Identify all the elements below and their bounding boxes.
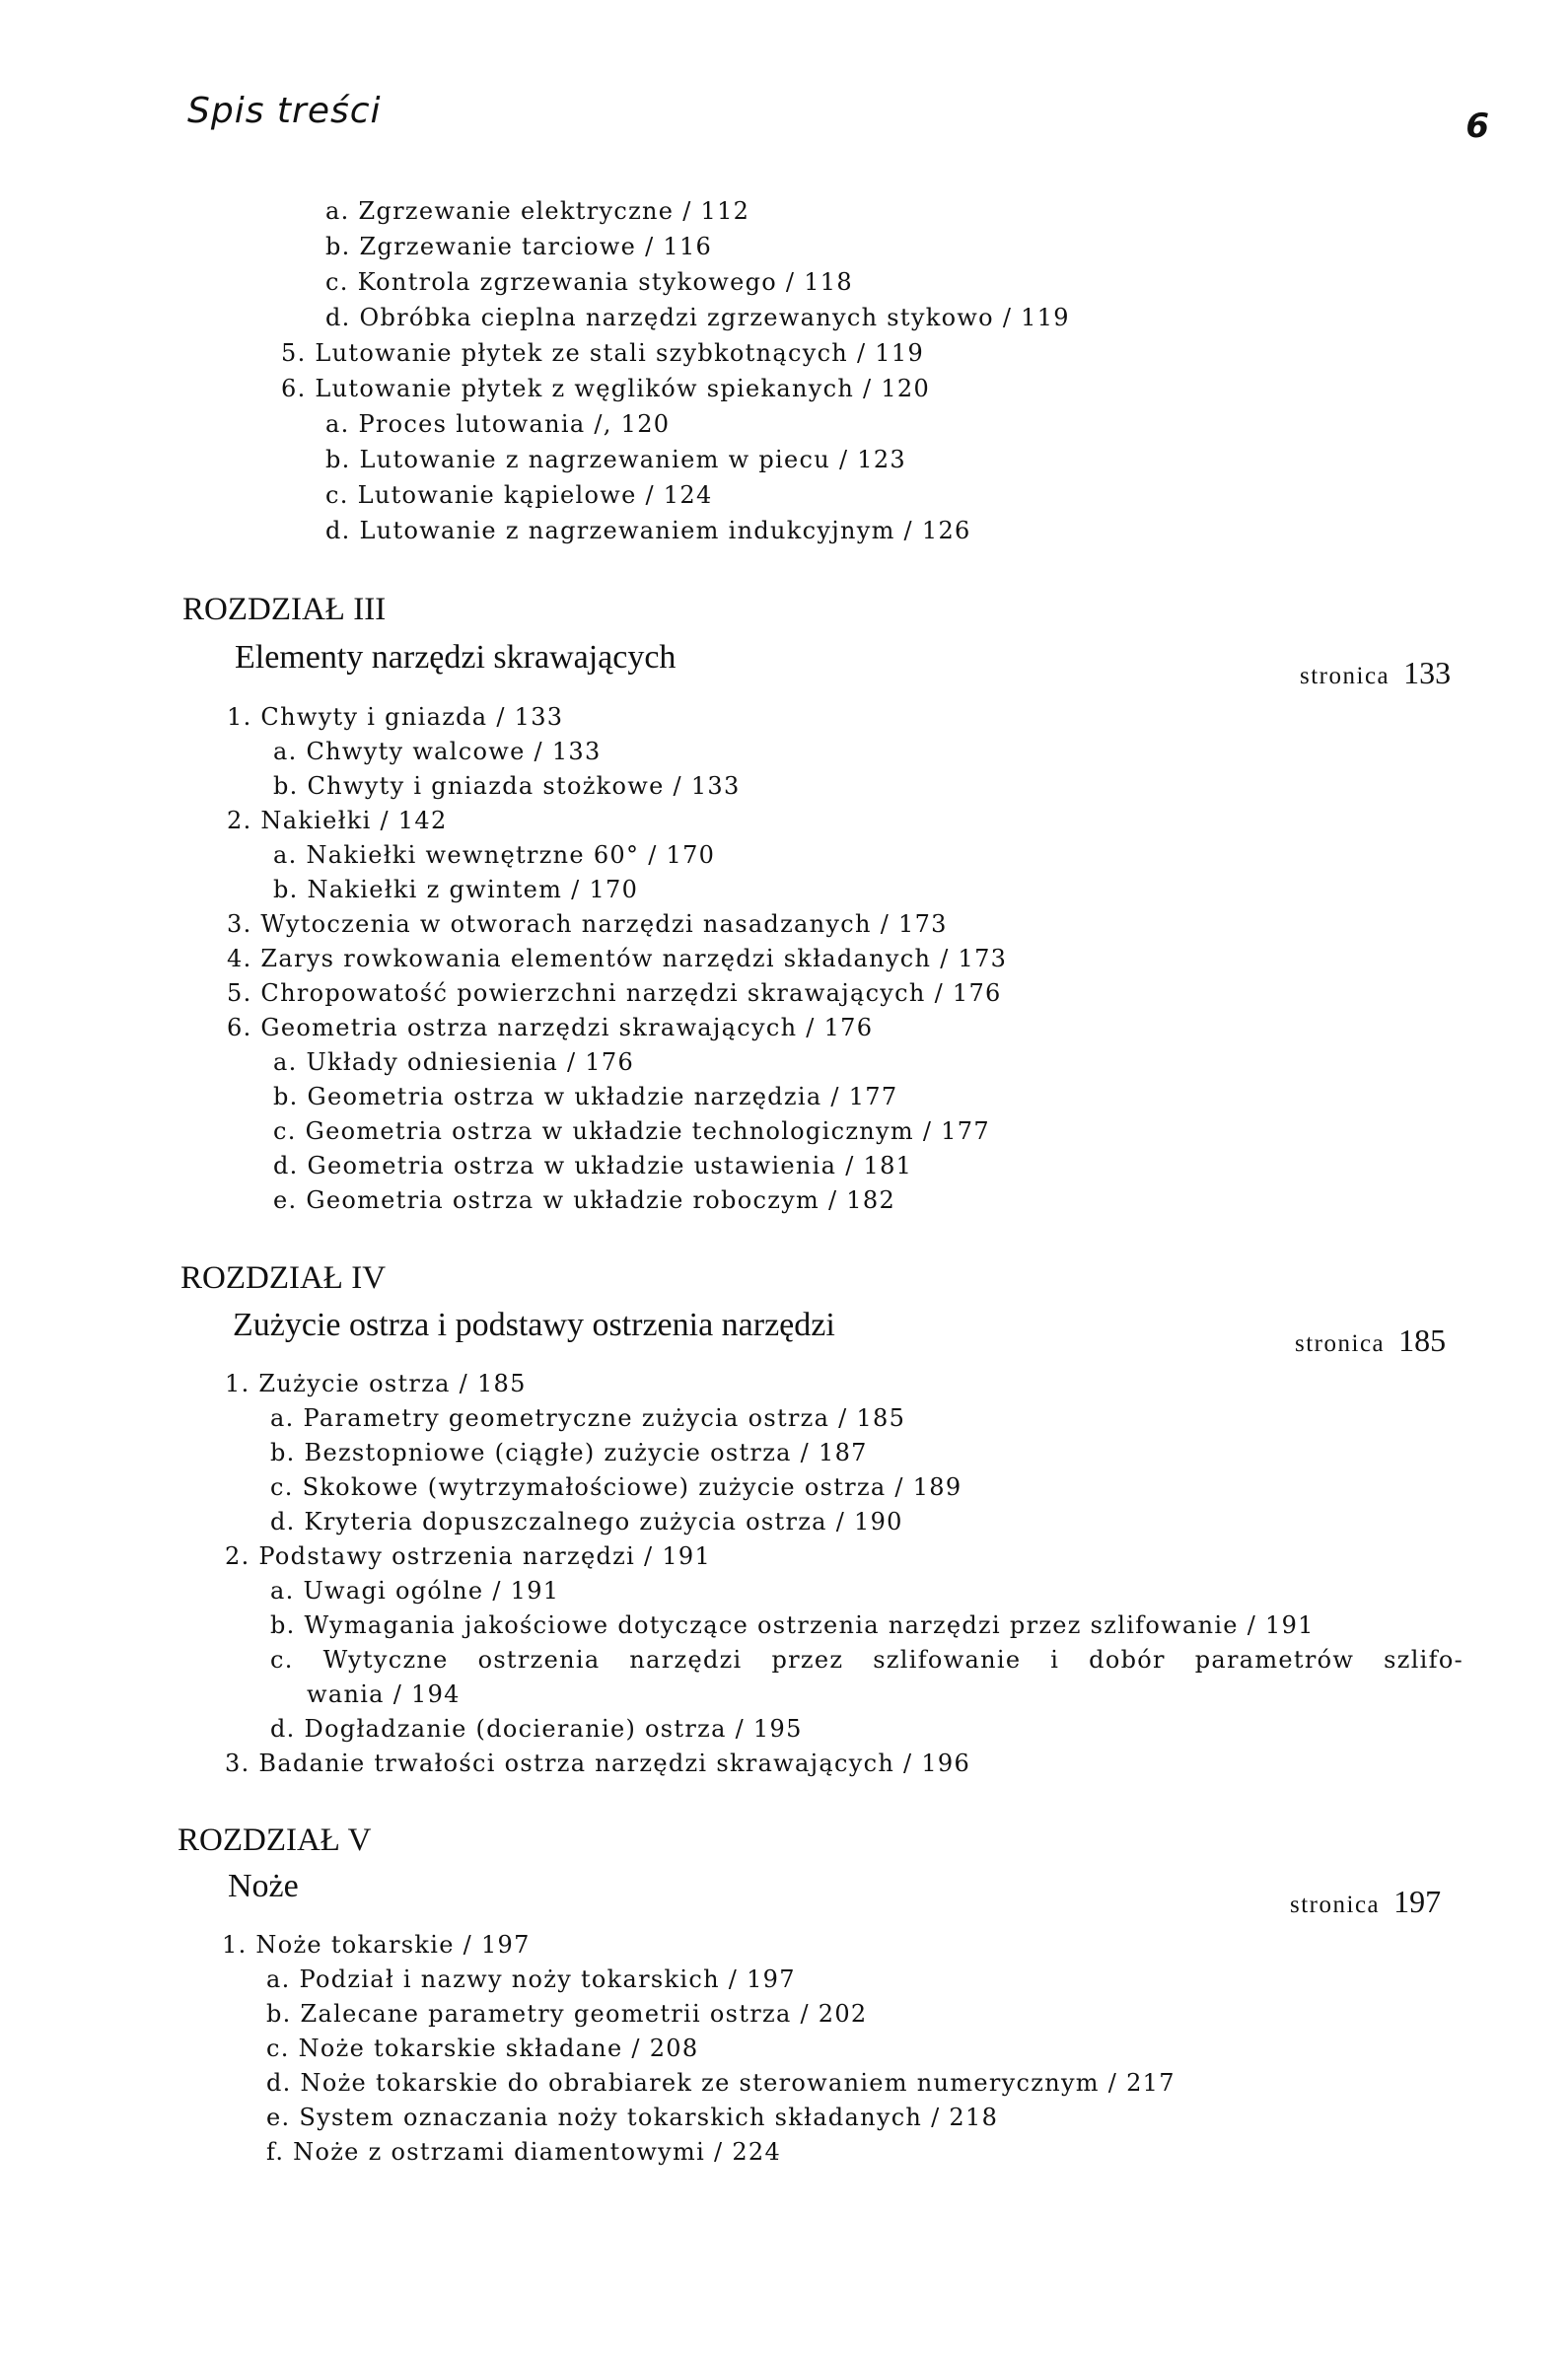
- chapter-heading: ROZDZIAŁ III: [182, 592, 387, 627]
- toc-entry: d. Lutowanie z nagrzewaniem indukcyjnym / 126: [325, 517, 971, 544]
- toc-entry: e. System oznaczania noży tokarskich składanych / 218: [266, 2104, 999, 2131]
- toc-entry: e. Geometria ostrza w układzie roboczym / 182: [273, 1186, 896, 1214]
- toc-entry: 2. Podstawy ostrzenia narzędzi / 191: [225, 1542, 712, 1570]
- toc-entry: 1. Zużycie ostrza / 185: [225, 1370, 527, 1397]
- toc-entry: d. Dogładzanie (docieranie) ostrza / 195: [270, 1715, 803, 1743]
- toc-entry: b. Chwyty i gniazda stożkowe / 133: [273, 772, 741, 800]
- toc-entry: 3. Badanie trwałości ostrza narzędzi skrawających / 196: [225, 1750, 971, 1777]
- page-ref-word: stronica: [1290, 1892, 1381, 1918]
- page-ref-number: 133: [1403, 655, 1452, 690]
- toc-entry: a. Proces lutowania /, 120: [325, 410, 671, 438]
- toc-entry: b. Wymagania jakościowe dotyczące ostrzenia narzędzi przez szlifowanie / 191: [270, 1611, 1315, 1639]
- toc-entry: a. Parametry geometryczne zużycia ostrza / 185: [270, 1404, 906, 1432]
- page-ref-word: stronica: [1295, 1330, 1386, 1357]
- toc-entry: c. Skokowe (wytrzymałościowe) zużycie ostrza / 189: [270, 1473, 962, 1501]
- toc-entry: b. Geometria ostrza w układzie narzędzia / 177: [273, 1083, 898, 1110]
- page-ref-word: stronica: [1300, 663, 1390, 689]
- toc-entry: b. Zgrzewanie tarciowe / 116: [325, 233, 713, 260]
- toc-entry: b. Zalecane parametry geometrii ostrza / 202: [266, 2000, 868, 2028]
- toc-entry: d. Kryteria dopuszczalnego zużycia ostrza / 190: [270, 1508, 903, 1536]
- chapter-page-ref: [1300, 655, 1451, 691]
- chapter-title: Noże: [228, 1868, 299, 1904]
- toc-entry: c. Geometria ostrza w układzie technologicznym / 177: [273, 1117, 990, 1145]
- toc-entry: 4. Zarys rowkowania elementów narzędzi składanych / 173: [227, 945, 1008, 972]
- chapter-page-ref: [1290, 1884, 1441, 1920]
- toc-entry: d. Noże tokarskie do obrabiarek ze sterowaniem numerycznym / 217: [266, 2069, 1176, 2097]
- page-ref-number: 197: [1393, 1884, 1442, 1919]
- toc-entry: a. Układy odniesienia / 176: [273, 1048, 635, 1076]
- toc-entry: 5. Chropowatość powierzchni narzędzi skrawających / 176: [227, 979, 1002, 1007]
- page-number: 6: [1465, 107, 1489, 146]
- chapter-page-ref: [1295, 1322, 1446, 1359]
- toc-entry: 1. Chwyty i gniazda / 133: [227, 703, 564, 731]
- toc-entry: a. Podział i nazwy noży tokarskich / 197: [266, 1965, 796, 1993]
- toc-entry: f. Noże z ostrzami diamentowymi / 224: [266, 2138, 782, 2166]
- toc-entry: 2. Nakiełki / 142: [227, 807, 448, 834]
- toc-entry: a. Nakiełki wewnętrzne 60° / 170: [273, 841, 716, 869]
- toc-entry: a. Zgrzewanie elektryczne / 112: [325, 197, 750, 225]
- page-header-title: Spis treści: [187, 91, 382, 131]
- toc-entry: 6. Geometria ostrza narzędzi skrawających / 176: [227, 1014, 874, 1041]
- toc-entry: c. Kontrola zgrzewania stykowego / 118: [325, 268, 853, 296]
- chapter-heading: ROZDZIAŁ V: [178, 1822, 372, 1858]
- toc-entry: 1. Noże tokarskie / 197: [222, 1931, 531, 1959]
- toc-entry: d. Geometria ostrza w układzie ustawienia / 181: [273, 1152, 913, 1179]
- toc-entry: c. Noże tokarskie składane / 208: [266, 2035, 699, 2062]
- chapter-title: Zużycie ostrza i podstawy ostrzenia narzędzi: [233, 1307, 835, 1343]
- toc-entry: a. Chwyty walcowe / 133: [273, 738, 602, 765]
- toc-entry: 6. Lutowanie płytek z węglików spiekanych / 120: [281, 375, 931, 402]
- toc-entry: a. Uwagi ogólne / 191: [270, 1577, 560, 1605]
- toc-entry: wania / 194: [307, 1680, 461, 1708]
- chapter-title: Elementy narzędzi skrawających: [235, 639, 677, 676]
- toc-entry: b. Nakiełki z gwintem / 170: [273, 876, 639, 903]
- toc-entry: c. Wytyczne ostrzenia narzędzi przez szlifowanie i dobór parametrów szlifo-: [270, 1646, 1463, 1674]
- toc-entry: c. Lutowanie kąpielowe / 124: [325, 481, 713, 509]
- toc-entry: d. Obróbka cieplna narzędzi zgrzewanych stykowo / 119: [325, 304, 1070, 331]
- toc-entry: 3. Wytoczenia w otworach narzędzi nasadzanych / 173: [227, 910, 948, 938]
- chapter-heading: ROZDZIAŁ IV: [180, 1260, 387, 1296]
- toc-entry: b. Lutowanie z nagrzewaniem w piecu / 123: [325, 446, 906, 473]
- toc-entry: 5. Lutowanie płytek ze stali szybkotnących / 119: [281, 339, 925, 367]
- toc-entry: b. Bezstopniowe (ciągłe) zużycie ostrza / 187: [270, 1439, 868, 1466]
- page-ref-number: 185: [1398, 1322, 1447, 1358]
